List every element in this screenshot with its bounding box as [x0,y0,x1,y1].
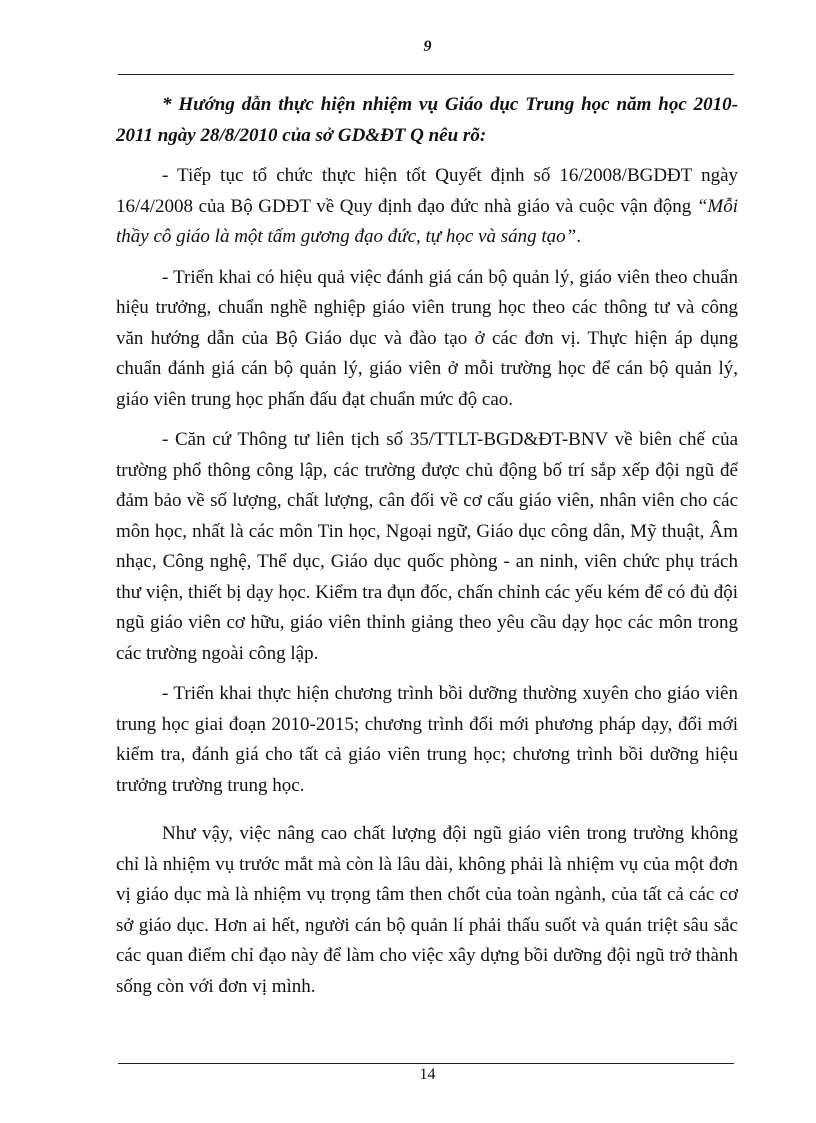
header-rule [118,74,734,75]
paragraph-1-end: . [576,226,581,247]
section-heading: * Hướng dẫn thực hiện nhiệm vụ Giáo dục Trung học năm học 2010-2011 ngày 28/8/2010 của sở GD&ĐT Q nêu rõ: [116,94,738,146]
paragraph-1 [116,161,738,253]
document-body [116,90,738,1012]
paragraph-5: Như vậy, việc nâng cao chất lượng đội ngũ giáo viên trong trường không chỉ là nhiệm vụ trước mắt mà còn là lâu dài, không phải là nhiệm vụ của một đơn vị giáo dục mà là nhiệm vụ trọng tâm then chốt của toàn ngành, của tất cả các cơ sở giáo dục. Hơn ai hết, người cán bộ quản lí phải thấu suốt và quán triệt sâu sắc các quan điểm chỉ đạo này để làm cho việc xây dựng bồi dưỡng đội ngũ trở thành sống còn với đơn vị mình. [116,823,738,997]
header-page-marker: 9 [423,38,432,55]
footer-rule [118,1063,734,1064]
paragraph-1-quote: “Mỗi thầy cô giáo là một tấm gương đạo đức, tự học và sáng tạo” [116,195,738,247]
paragraph-4: - Triển khai thực hiện chương trình bồi dưỡng thường xuyên cho giáo viên trung học giai đoạn 2010-2015; chương trình đổi mới phương pháp dạy, đổi mới kiểm tra, đánh giá cho tất cả giáo viên trung học; chương trình bồi dưỡng hiệu trưởng trường trung học. [116,683,738,796]
paragraph-1-text: - Tiếp tục tổ chức thực hiện tốt Quyết định số 16/2008/BGDĐT ngày 16/4/2008 của Bộ GDĐT về Quy định đạo đức nhà giáo và cuộc vận động [116,165,738,217]
footer-page-number: 14 [419,1066,436,1083]
paragraph-2: - Triển khai có hiệu quả việc đánh giá cán bộ quản lý, giáo viên theo chuẩn hiệu trưởng, chuẩn nghề nghiệp giáo viên trung học theo các thông tư và công văn hướng dẫn của Bộ Giáo dục và đào tạo ở các đơn vị. Thực hiện áp dụng chuẩn đánh giá cán bộ quản lý, giáo viên ở mỗi trường học để cán bộ quản lý, giáo viên trung học phấn đấu đạt chuẩn mức độ cao. [116,266,738,410]
paragraph-3: - Căn cứ Thông tư liên tịch số 35/TTLT-BGD&ĐT-BNV về biên chế của trường phổ thông công lập, các trường được chủ động bố trí sắp xếp đội ngũ để đảm bảo về số lượng, chất lượng, cân đối về cơ cấu giáo viên, nhân viên cho các môn học, nhất là các môn Tin học, Ngoại ngữ, Giáo dục công dân, Mỹ thuật, Âm nhạc, Công nghệ, Thể dục, Giáo dục quốc phòng - an ninh, viên chức phụ trách thư viện, thiết bị dạy học. Kiểm tra đụn đốc, chấn chỉnh các yếu kém để có đủ đội ngũ giáo viên cơ hữu, giáo viên thỉnh giảng theo yêu cầu dạy học các môn trong các trường ngoài công lập. [116,429,738,664]
